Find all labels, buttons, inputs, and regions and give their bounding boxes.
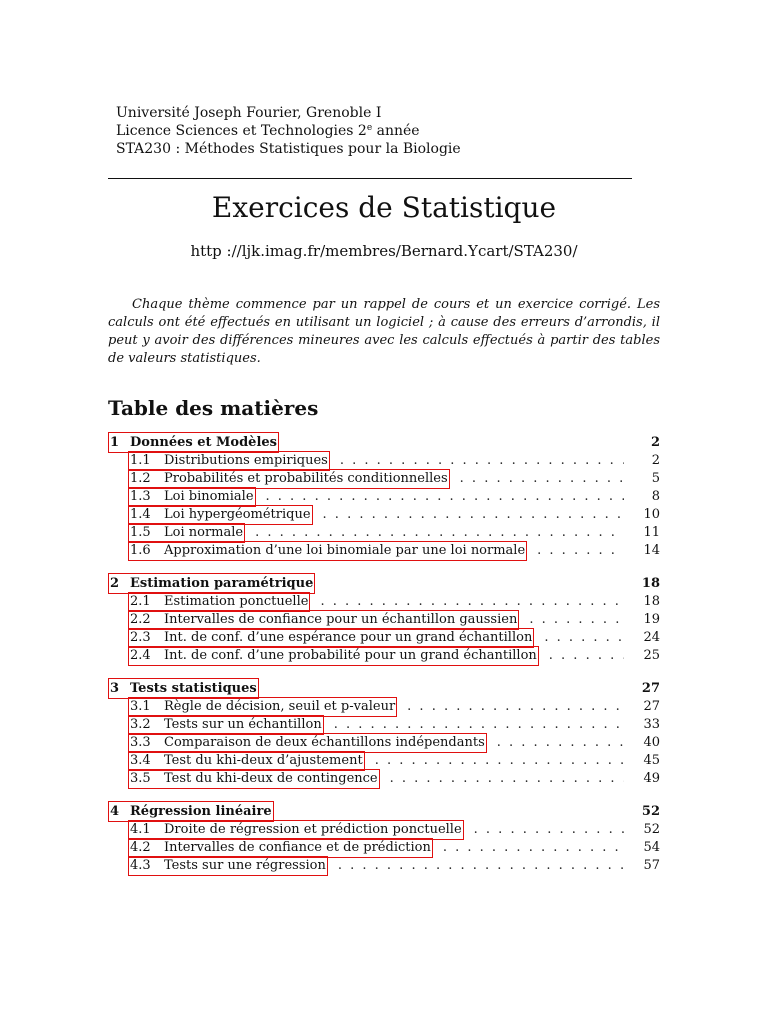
toc-subsection-title: Comparaison de deux échantillons indépendants	[164, 735, 485, 750]
toc-subsection-link[interactable]	[128, 487, 256, 507]
toc-subsection-link[interactable]	[128, 820, 464, 840]
toc-subsection-link[interactable]	[128, 628, 534, 648]
toc-subsection-number: 1.6	[130, 543, 151, 558]
toc-leader-dots	[460, 470, 624, 488]
toc-subsection-link[interactable]	[128, 610, 519, 630]
licence-superscript: e	[366, 123, 373, 133]
toc-heading: Table des matières	[108, 396, 319, 420]
toc-subsection-link[interactable]	[128, 505, 313, 525]
toc-section-link[interactable]	[108, 678, 259, 699]
toc-subsection-row	[108, 838, 660, 856]
toc-subsection-row	[108, 697, 660, 715]
toc-subsection-number: 1.4	[130, 507, 151, 522]
toc-subsection-number: 2.2	[130, 612, 151, 627]
toc-section	[108, 801, 660, 874]
abstract: Chaque thème commence par un rappel de cours et un exercice corrigé. Les calculs ont été effectués en utilisant un logiciel ; à cause des erreurs d’arrondis, il peut y avoir des différences mineures avec les calculs effectués à partir des tables de valeurs statistiques.	[108, 297, 660, 366]
toc-leader-dots	[334, 716, 624, 734]
toc-subsection-number: 4.1	[130, 822, 151, 837]
toc-subsection-page: 18	[643, 594, 660, 609]
licence-line	[116, 122, 461, 140]
toc-section	[108, 678, 660, 787]
toc-subsection-row	[108, 451, 660, 469]
toc-subsection-page: 14	[643, 543, 660, 558]
toc-section-link[interactable]	[108, 432, 279, 453]
toc-subsection-link[interactable]	[128, 856, 328, 876]
toc-subsection-page: 19	[643, 612, 660, 627]
toc-subsection-title: Règle de décision, seuil et p-valeur	[164, 699, 396, 714]
toc-section-page: 18	[641, 576, 660, 591]
toc-subsection-row	[108, 751, 660, 769]
toc-subsection-row	[108, 541, 660, 559]
toc-leader-dots	[407, 698, 624, 716]
toc-subsection-number: 3.4	[130, 753, 151, 768]
toc-subsection-link[interactable]	[128, 646, 539, 666]
toc-subsection-row	[108, 610, 660, 628]
toc-section-title: Estimation paramétrique	[130, 576, 314, 591]
toc-subsection-title: Distributions empiriques	[164, 453, 328, 468]
toc-subsection-page: 25	[643, 648, 660, 663]
licence-year: année	[372, 123, 420, 139]
university-line: Université Joseph Fourier, Grenoble I	[116, 105, 382, 121]
toc-subsection-number: 1.5	[130, 525, 151, 540]
toc-subsection-page: 33	[643, 717, 660, 732]
toc-section-number: 3	[110, 681, 120, 696]
toc-subsection-page: 52	[643, 822, 660, 837]
toc-subsection-title: Test du khi-deux de contingence	[164, 771, 378, 786]
toc-section-page: 27	[641, 681, 660, 696]
toc-leader-dots	[266, 488, 624, 506]
toc-subsection-link[interactable]	[128, 469, 450, 489]
toc-subsection-row	[108, 715, 660, 733]
toc-subsection-row	[108, 469, 660, 487]
toc-section-number: 1	[110, 435, 120, 450]
toc-subsection-row	[108, 769, 660, 787]
toc-section-row	[108, 573, 660, 592]
toc-subsection-row	[108, 487, 660, 505]
table-of-contents	[108, 432, 660, 888]
toc-subsection-number: 2.1	[130, 594, 151, 609]
toc-subsection-link[interactable]	[128, 451, 330, 471]
toc-section-number: 4	[110, 804, 120, 819]
document-title: Exercices de Statistique	[211, 191, 557, 224]
toc-leader-dots	[544, 629, 624, 647]
toc-subsection-row	[108, 628, 660, 646]
toc-subsection-link[interactable]	[128, 592, 310, 612]
toc-subsection-title: Probabilités et probabilités conditionnelles	[164, 471, 448, 486]
course-line: STA230 : Méthodes Statistiques pour la Biologie	[116, 141, 461, 157]
toc-subsection-title: Loi binomiale	[164, 489, 254, 504]
toc-leader-dots	[443, 839, 624, 857]
toc-subsection-title: Loi normale	[164, 525, 244, 540]
toc-section-link[interactable]	[108, 801, 274, 822]
toc-subsection-number: 2.4	[130, 648, 151, 663]
toc-leader-dots	[474, 821, 624, 839]
toc-subsection-page: 2	[651, 453, 660, 468]
licence-text: Licence Sciences et Technologies 2	[116, 123, 367, 139]
header-rule	[108, 178, 632, 179]
toc-section-row	[108, 801, 660, 820]
toc-leader-dots	[537, 542, 624, 560]
toc-leader-dots	[255, 524, 624, 542]
toc-section-title: Régression linéaire	[130, 804, 272, 819]
toc-subsection-link[interactable]	[128, 715, 324, 735]
toc-leader-dots	[323, 506, 624, 524]
toc-subsection-page: 24	[643, 630, 660, 645]
toc-subsection-page: 5	[651, 471, 660, 486]
toc-subsection-row	[108, 592, 660, 610]
toc-section	[108, 432, 660, 559]
toc-subsection-page: 27	[643, 699, 660, 714]
toc-section	[108, 573, 660, 664]
toc-subsection-page: 45	[643, 753, 660, 768]
toc-leader-dots	[338, 857, 624, 875]
toc-subsection-title: Test du khi-deux d’ajustement	[164, 753, 363, 768]
toc-subsection-number: 3.5	[130, 771, 151, 786]
toc-section-row	[108, 432, 660, 451]
toc-subsection-number: 1.3	[130, 489, 151, 504]
toc-leader-dots	[549, 647, 624, 665]
toc-subsection-title: Intervalles de confiance pour un échantillon gaussien	[164, 612, 518, 627]
toc-subsection-link[interactable]	[128, 838, 433, 858]
toc-subsection-number: 3.2	[130, 717, 151, 732]
document-url: http ://ljk.imag.fr/membres/Bernard.Ycart/STA230/	[190, 242, 578, 260]
toc-subsection-row	[108, 646, 660, 664]
toc-subsection-link[interactable]	[128, 751, 365, 771]
toc-subsection-number: 4.2	[130, 840, 151, 855]
toc-subsection-page: 11	[643, 525, 660, 540]
toc-subsection-title: Tests sur une régression	[164, 858, 326, 873]
toc-subsection-number: 1.2	[130, 471, 151, 486]
toc-section-page: 52	[641, 804, 660, 819]
toc-subsection-link[interactable]	[128, 697, 397, 717]
toc-subsection-page: 10	[643, 507, 660, 522]
toc-leader-dots	[375, 752, 624, 770]
toc-subsection-row	[108, 820, 660, 838]
toc-subsection-row	[108, 856, 660, 874]
toc-subsection-link[interactable]	[128, 733, 487, 753]
toc-subsection-title: Droite de régression et prédiction ponctuelle	[164, 822, 462, 837]
toc-subsection-row	[108, 505, 660, 523]
toc-subsection-link[interactable]	[128, 541, 527, 561]
toc-subsection-page: 54	[643, 840, 660, 855]
toc-subsection-page: 57	[643, 858, 660, 873]
toc-subsection-number: 2.3	[130, 630, 151, 645]
toc-subsection-title: Tests sur un échantillon	[164, 717, 322, 732]
toc-leader-dots	[320, 593, 624, 611]
toc-subsection-title: Intervalles de confiance et de prédiction	[164, 840, 431, 855]
toc-leader-dots	[529, 611, 624, 629]
toc-section-title: Tests statistiques	[130, 681, 257, 696]
toc-subsection-number: 4.3	[130, 858, 151, 873]
toc-section-title: Données et Modèles	[130, 435, 277, 450]
toc-subsection-title: Estimation ponctuelle	[164, 594, 309, 609]
toc-section-row	[108, 678, 660, 697]
toc-subsection-page: 40	[643, 735, 660, 750]
toc-leader-dots	[390, 770, 624, 788]
toc-subsection-title: Int. de conf. d’une probabilité pour un grand échantillon	[164, 648, 537, 663]
toc-subsection-link[interactable]	[128, 523, 245, 543]
toc-subsection-row	[108, 523, 660, 541]
toc-section-page: 2	[650, 435, 660, 450]
toc-subsection-title: Approximation d’une loi binomiale par une loi normale	[164, 543, 526, 558]
toc-leader-dots	[340, 452, 624, 470]
toc-subsection-link[interactable]	[128, 769, 380, 789]
toc-subsection-number: 1.1	[130, 453, 151, 468]
toc-subsection-number: 3.1	[130, 699, 151, 714]
toc-section-link[interactable]	[108, 573, 315, 594]
toc-subsection-title: Int. de conf. d’une espérance pour un grand échantillon	[164, 630, 533, 645]
document-header	[116, 104, 461, 158]
toc-subsection-title: Loi hypergéométrique	[164, 507, 311, 522]
toc-subsection-row	[108, 733, 660, 751]
toc-subsection-page: 49	[643, 771, 660, 786]
toc-leader-dots	[497, 734, 624, 752]
toc-subsection-page: 8	[651, 489, 660, 504]
toc-subsection-number: 3.3	[130, 735, 151, 750]
toc-section-number: 2	[110, 576, 120, 591]
